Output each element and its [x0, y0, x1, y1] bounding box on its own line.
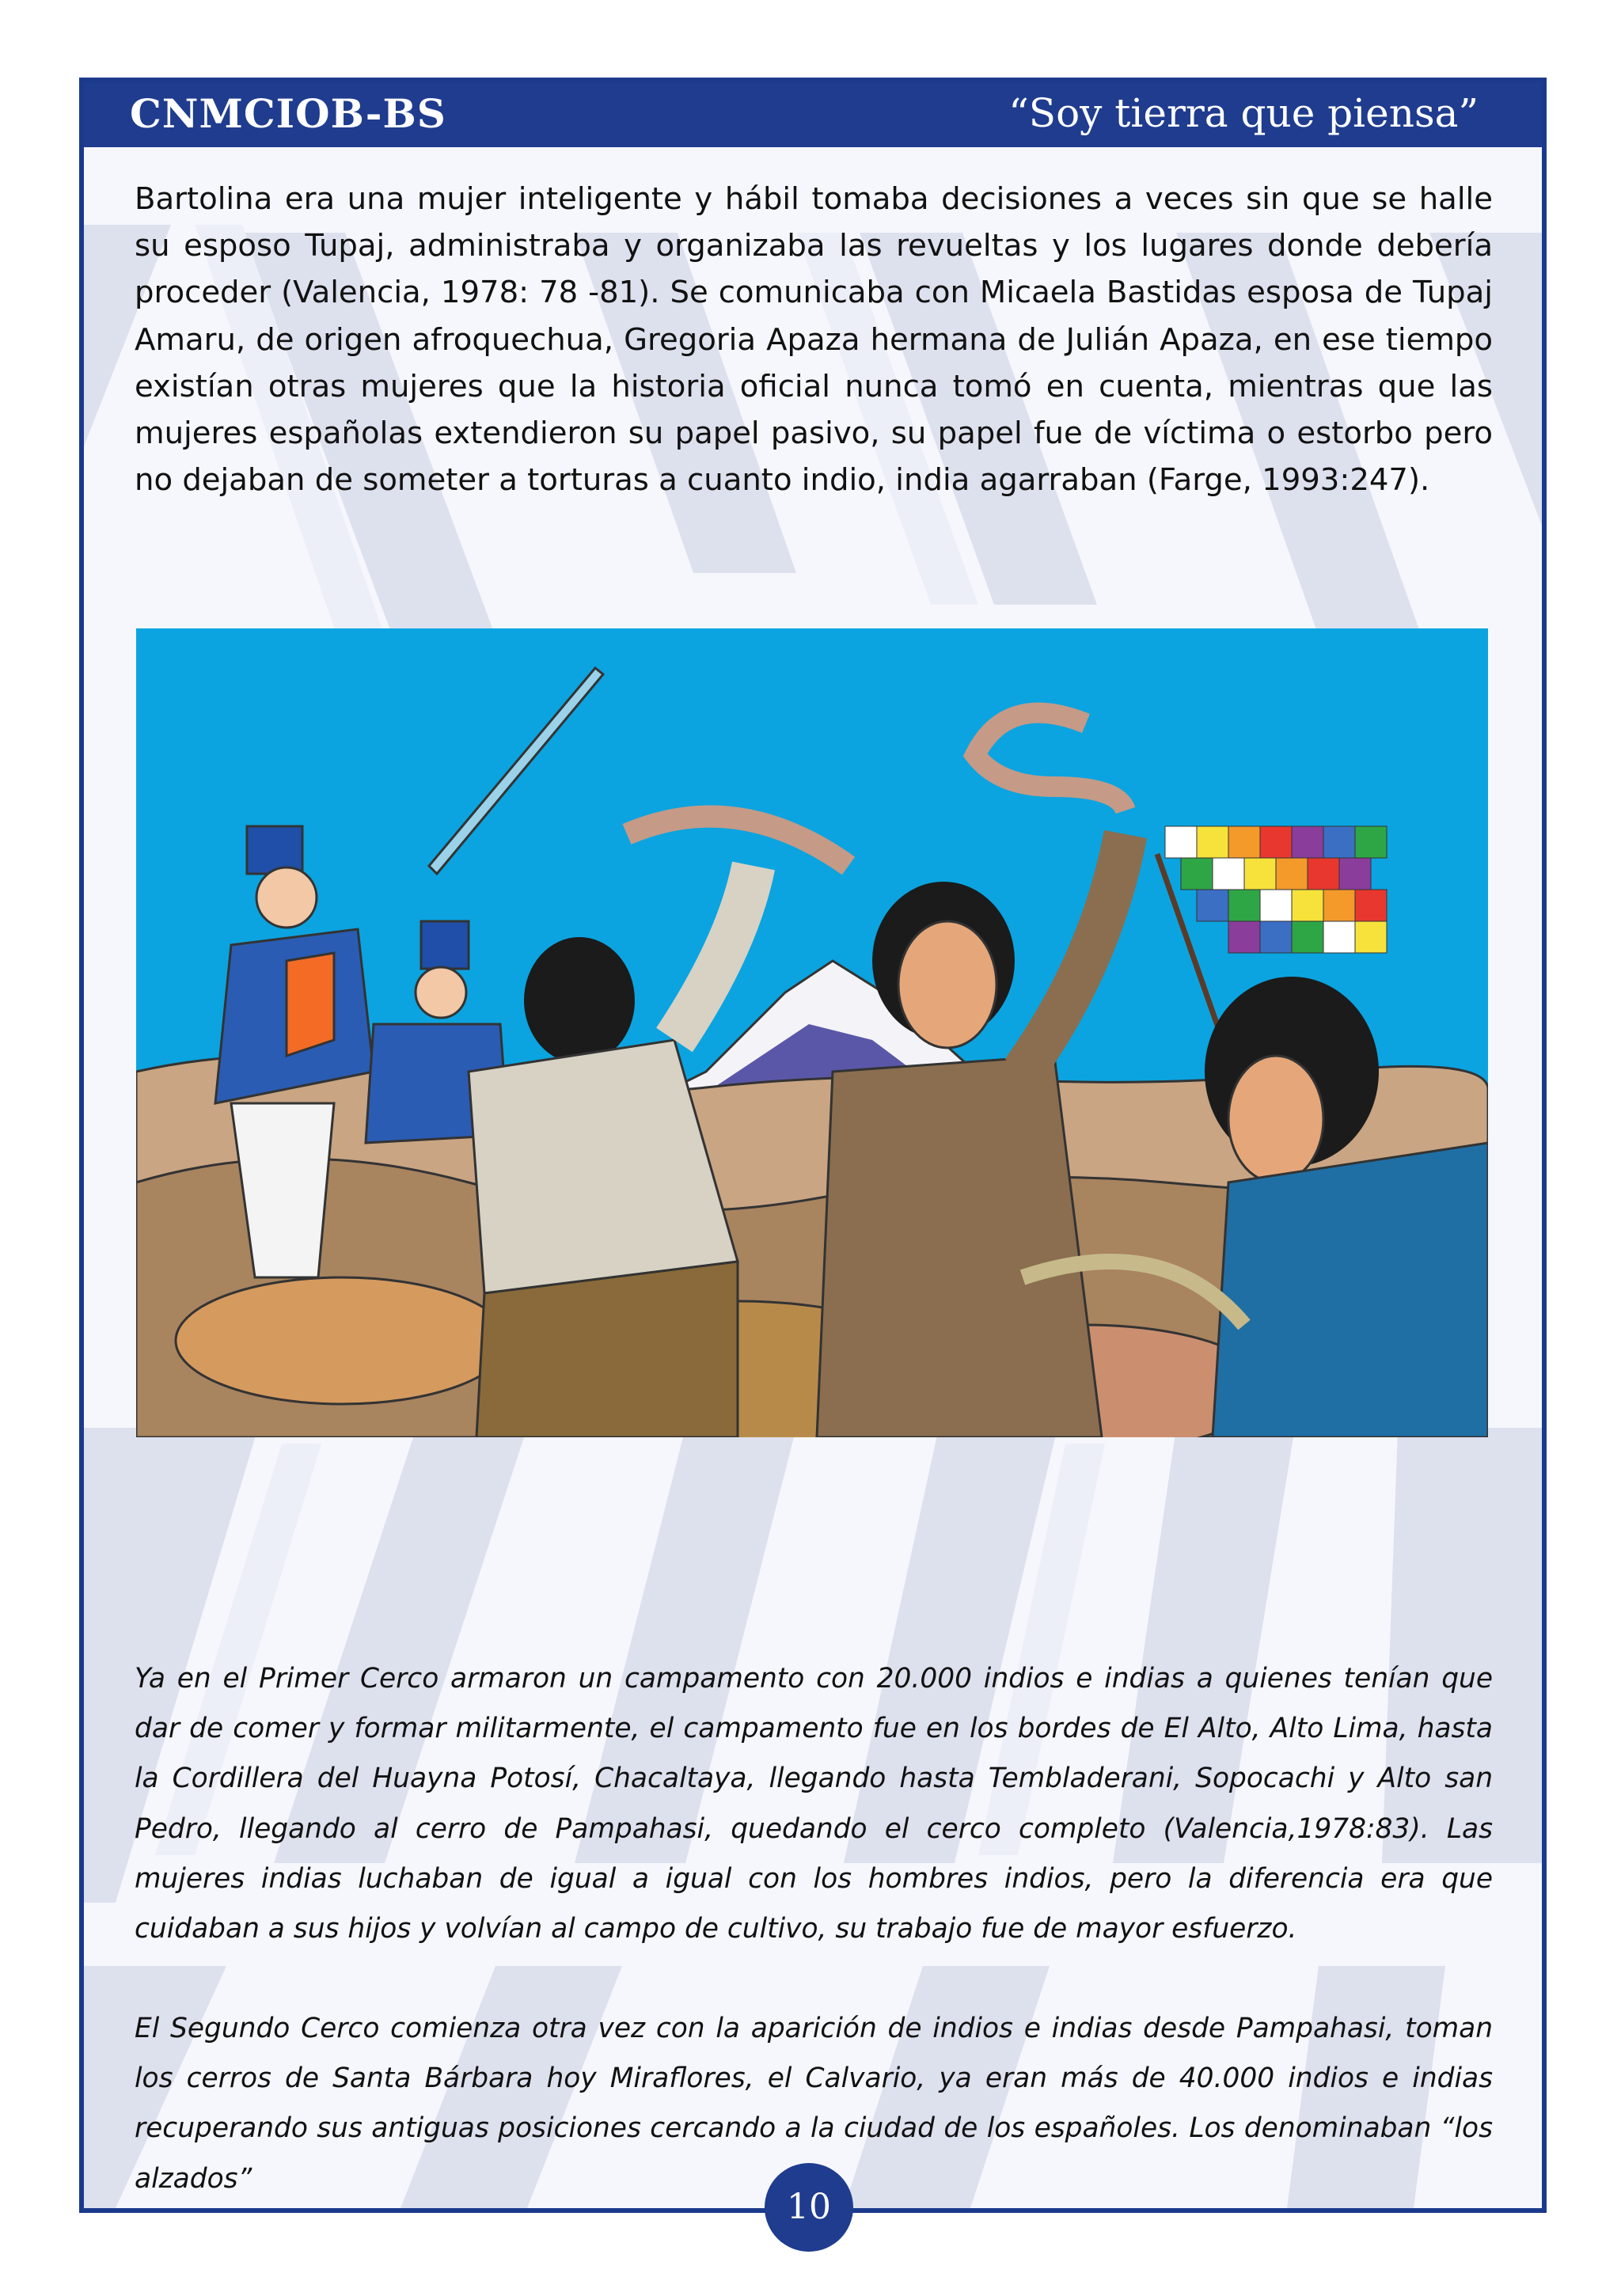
- page-number: 10: [765, 2163, 853, 2252]
- slogan: “Soy tierra que piensa”: [1008, 90, 1479, 136]
- paragraph-segundo-cerco: El Segundo Cerco comienza otra vez con la aparición de indios e indias desde Pampahasi, toman los cerros de Santa Bárbara hoy Miraflores, el Calvario, ya eran más de 40.000 indios e indias recuperando sus antiguas posiciones cercando a la ciudad de los españoles. Los denominaban “los alzados”: [135, 2013, 1493, 2195]
- header-bar: [84, 82, 1542, 147]
- paragraph-bartolina: Bartolina era una mujer inteligente y hábil tomaba decisiones a veces sin que se halle su esposo Tupaj, administraba y organizaba las revueltas y los lugares donde debería proceder (Valencia, 1978: 78 -81). Se comunicaba con Micaela Bastidas esposa de Tupaj Amaru, de origen afroquechua, Gregoria Apaza hermana de Julián Apaza, en ese tiempo existían otras mujeres que la historia oficial nunca tomó en cuenta, mientras que las mujeres españolas extendieron su papel pasivo, su papel fue de víctima o estorbo pero no dejaban de someter a torturas a cuanto indio, india agarraban (Farge, 1993:247).: [135, 181, 1493, 499]
- page-frame: [79, 78, 1547, 2213]
- org-name: CNMCIOB-BS: [130, 90, 446, 137]
- uprising-illustration: [136, 628, 1488, 1437]
- paragraph-primer-cerco: Ya en el Primer Cerco armaron un campamento con 20.000 indios e indias a quienes tenían que dar de comer y formar militarmente, el campamento fue en los bordes de El Alto, Alto Lima, hasta la Cordillera del Huayna Potosí, Chacaltaya, llegando hasta Tembladerani, Sopocachi y Alto san Pedro, llegando al cerro de Pampahasi, quedando el cerco completo (Valencia,1978:83). Las mujeres indias luchaban de igual a igual con los hombres indios, pero la diferencia era que cuidaban a sus hijos y volvían al campo de cultivo, su trabajo fue de mayor esfuerzo.: [135, 1663, 1493, 1945]
